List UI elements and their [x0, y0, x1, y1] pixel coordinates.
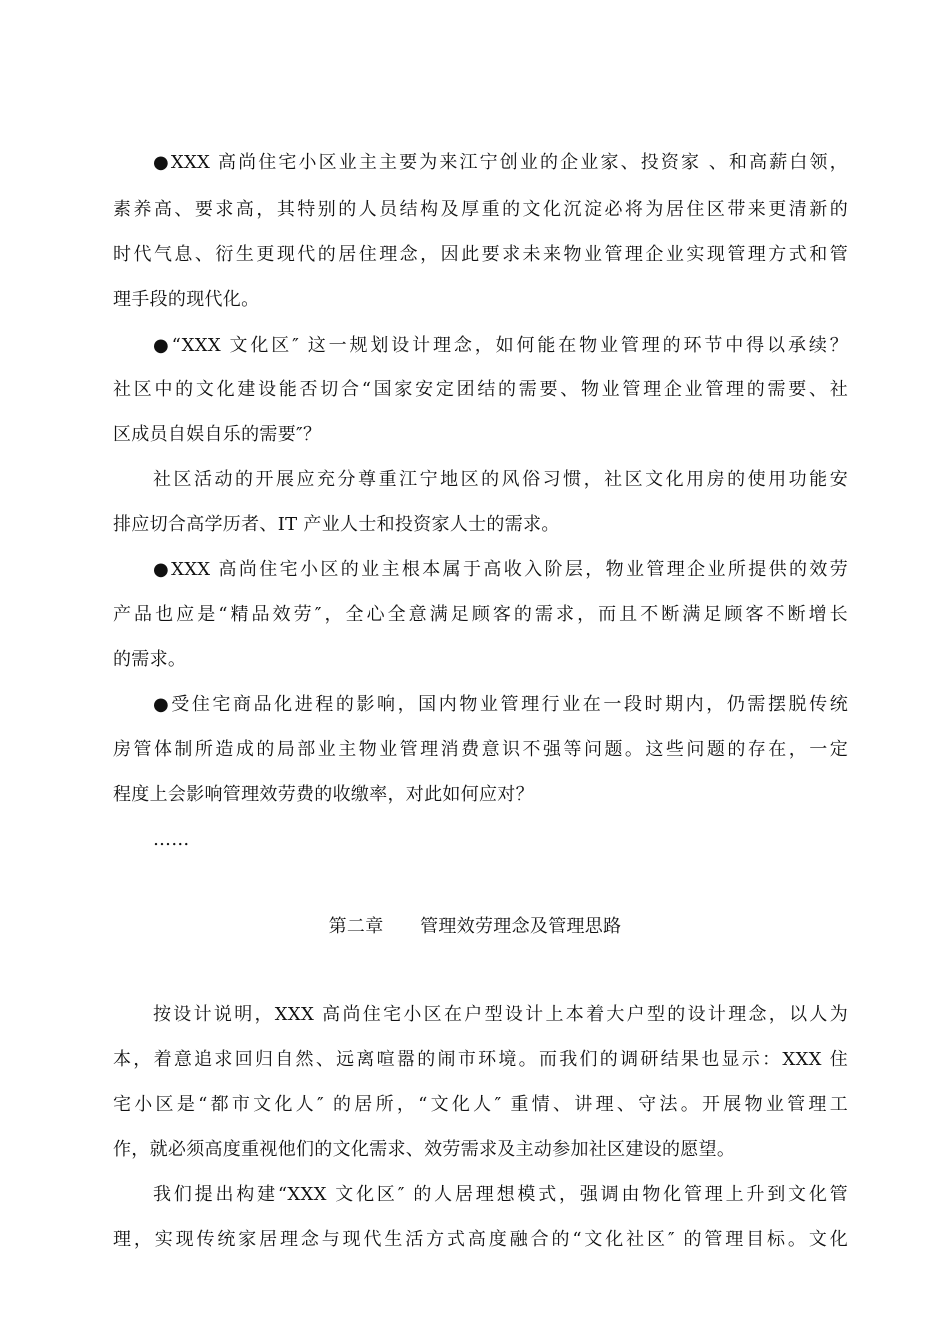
paragraph-4-line-3: 的需求。 — [113, 649, 187, 670]
paragraph-7-line-1: 我们提出构建“XXX 文化区″ 的人居理想模式，强调由物化管理上升到文化管 — [153, 1184, 848, 1205]
paragraph-6-line-1: 按设计说明，XXX 高尚住宅小区在户型设计上本着大户型的设计理念，以人为 — [153, 1004, 848, 1025]
paragraph-3-line-1: 社区活动的开展应充分尊重江宁地区的风俗习惯，社区文化用房的使用功能安 — [153, 469, 848, 490]
paragraph-2-line-1: ●“XXX 文化区″ 这一规划设计理念，如何能在物业管理的环节中得以承续？ — [153, 335, 848, 356]
paragraph-3-line-2: 排应切合高学历者、IT 产业人士和投资家人士的需求。 — [113, 514, 560, 535]
paragraph-6-line-2: 本，着意追求回归自然、远离喧嚣的闹市环境。而我们的调研结果也显示：XXX 住 — [113, 1049, 848, 1070]
paragraph-1-line-3: 时代气息、衍生更现代的居住理念，因此要求未来物业管理企业实现管理方式和管 — [113, 244, 848, 265]
paragraph-5-line-3: 程度上会影响管理效劳费的收缴率，对此如何应对？ — [113, 784, 534, 805]
paragraph-6-line-4: 作，就必须高度重视他们的文化需求、效劳需求及主动参加社区建设的愿望。 — [113, 1139, 736, 1160]
paragraph-2-line-3: 区成员自娱自乐的需要″？ — [113, 424, 322, 445]
paragraph-4-line-2: 产品也应是“精品效劳″，全心全意满足顾客的需求，而且不断满足顾客不断增长 — [113, 604, 848, 625]
paragraph-4-line-1: ●XXX 高尚住宅小区的业主根本属于高收入阶层，物业管理企业所提供的效劳 — [153, 559, 848, 580]
paragraph-2-line-2: 社区中的文化建设能否切合“国家安定团结的需要、物业管理企业管理的需要、社 — [113, 379, 848, 400]
paragraph-1-line-2: 素养高、要求高，其特别的人员结构及厚重的文化沉淀必将为居住区带来更清新的 — [113, 199, 848, 220]
paragraph-5-line-1: ●受住宅商品化进程的影响，国内物业管理行业在一段时期内，仍需摆脱传统 — [153, 694, 848, 715]
paragraph-6-line-3: 宅小区是“都市文化人″ 的居所，“文化人″ 重情、讲理、守法。开展物业管理工 — [113, 1094, 848, 1115]
chapter-heading: 第二章 管理效劳理念及管理思路 — [328, 916, 622, 937]
paragraph-1-line-1: ●XXX 高尚住宅小区业主主要为来江宁创业的企业家、投资家 、和高薪白领， — [153, 152, 848, 173]
paragraph-1-line-4: 理手段的现代化。 — [113, 289, 260, 310]
ellipsis-line: …… — [153, 829, 190, 850]
paragraph-5-line-2: 房管体制所造成的局部业主物业管理消费意识不强等问题。这些问题的存在，一定 — [113, 739, 848, 760]
paragraph-7-line-2: 理，实现传统家居理念与现代生活方式高度融合的“文化社区″ 的管理目标。文化 — [113, 1229, 848, 1250]
